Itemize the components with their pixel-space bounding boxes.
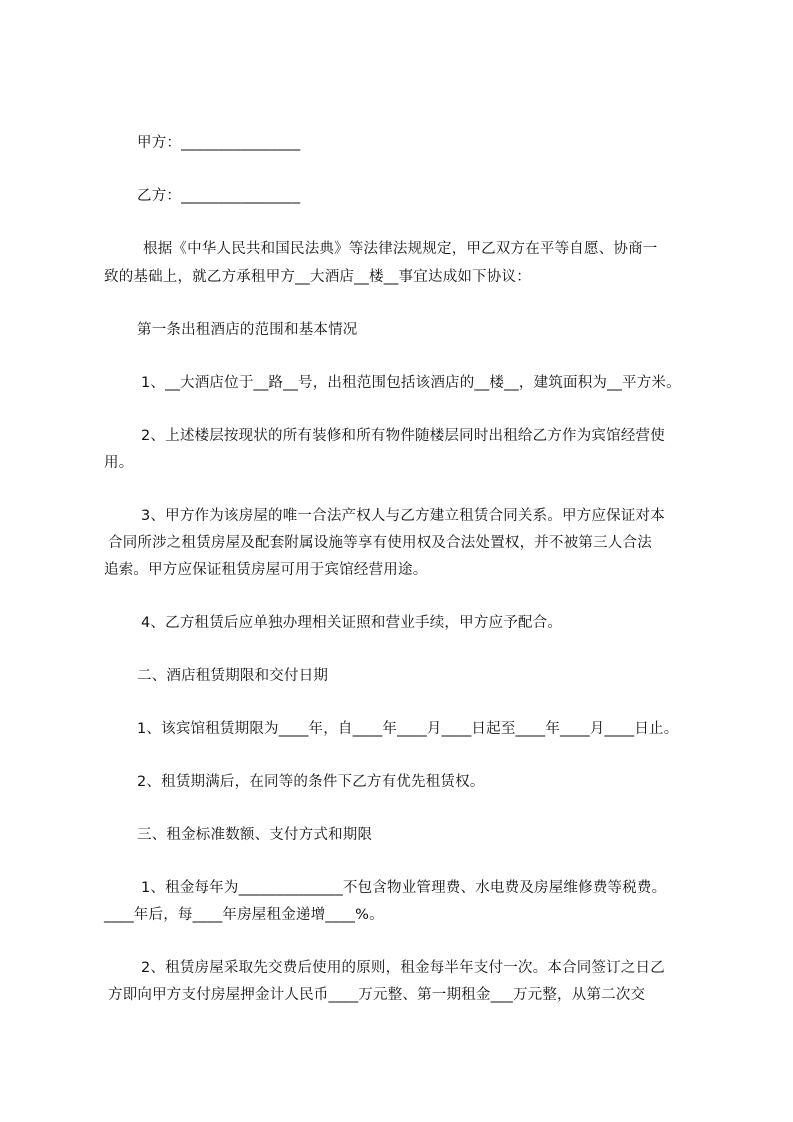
section-1-item-2-line-2: 用。	[104, 455, 134, 471]
section-1-item-3-line-2: 合同所涉之租赁房屋及配套附属设施等享有使用权及合法处置权，并不被第三人合法	[108, 535, 652, 551]
intro-paragraph-line-2: 致的基础上，就乙方承租甲方__大酒店__楼__事宜达成如下协议：	[104, 269, 531, 285]
section-2-item-2: 2、租赁期满后，在同等的条件下乙方有优先租赁权。	[137, 774, 485, 790]
section-1-item-3-line-1: 3、甲方作为该房屋的唯一合法产权人与乙方建立租赁合同关系。甲方应保证对本	[141, 508, 665, 524]
section-1-item-1: 1、__大酒店位于__路__号，出租范围包括该酒店的__楼__，建筑面积为__平方米。	[141, 375, 681, 391]
party-b-line: 乙方：________________	[137, 188, 301, 204]
intro-paragraph-line-1: 根据《中华人民共和国民法典》等法律法规规定，甲乙双方在平等自愿、协商一	[143, 241, 658, 257]
section-2-item-1: 1、该宾馆租赁期限为____年，自____年____月____日起至____年____月____日止。	[137, 721, 679, 737]
section-2-title: 二、酒店租赁期限和交付日期	[137, 668, 329, 684]
section-3-item-2-line-1: 2、租赁房屋采取先交费后使用的原则，租金每半年支付一次。本合同签订之日乙	[141, 960, 665, 976]
section-1-item-4: 4、乙方租赁后应单独办理相关证照和营业手续，甲方应予配合。	[141, 615, 563, 631]
section-1-item-3-line-3: 追索。甲方应保证租赁房屋可用于宾馆经营用途。	[104, 562, 428, 578]
section-3-item-2-line-2: 方即向甲方支付房屋押金计人民币____万元整、第一期租金___万元整，从第二次交	[108, 987, 646, 1003]
section-1-title: 第一条出租酒店的范围和基本情况	[137, 322, 358, 338]
section-3-item-1-line-1: 1、租金每年为______________不包含物业管理费、水电费及房屋维修费等税费。	[141, 880, 667, 896]
section-1-item-2-line-1: 2、上述楼层按现状的所有装修和所有物件随楼层同时出租给乙方作为宾馆经营使	[141, 428, 665, 444]
section-3-title: 三、租金标准数额、支付方式和期限	[137, 827, 373, 843]
party-a-line: 甲方：________________	[137, 135, 301, 151]
section-3-item-1-line-2: ____年后，每____年房屋租金递增____%。	[104, 907, 384, 923]
